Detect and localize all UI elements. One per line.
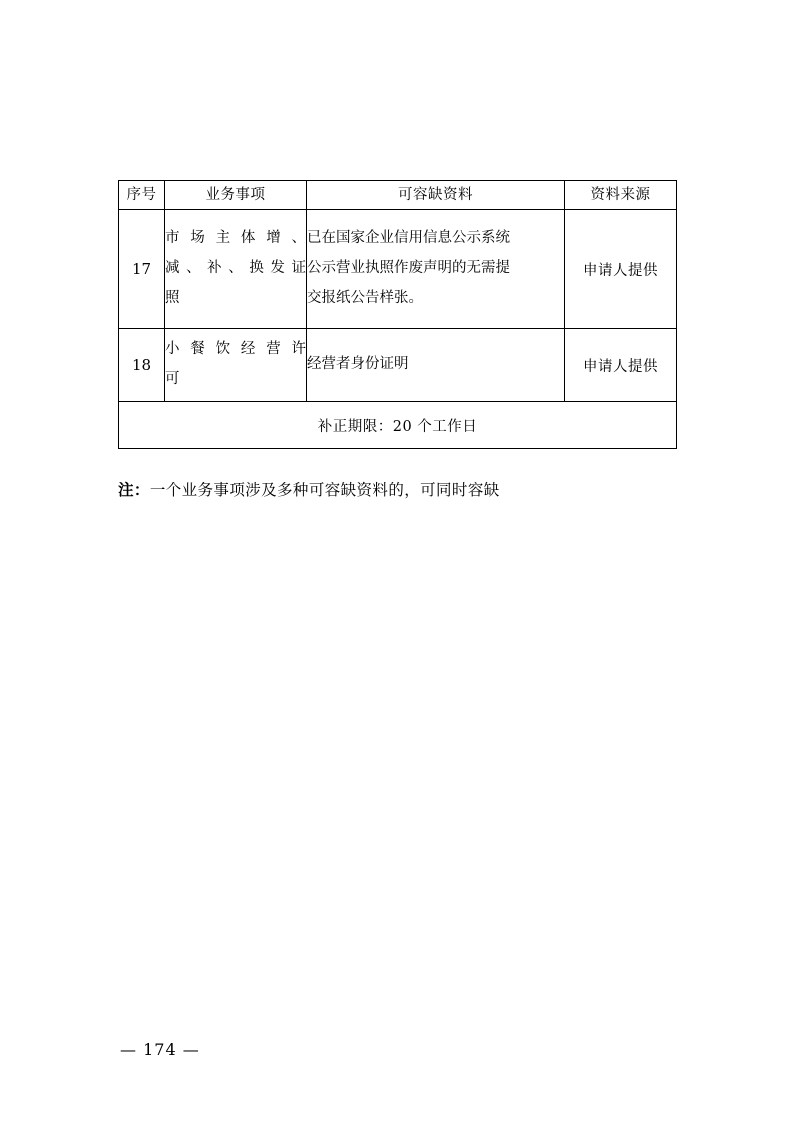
row-source: 申请人提供: [565, 210, 677, 329]
row-material-line: 公示营业执照作废声明的无需提: [307, 260, 510, 277]
note-label: 注：: [118, 480, 150, 499]
table-row: [119, 210, 677, 329]
row-item: [165, 329, 307, 402]
page-number: — 174 —: [120, 1040, 200, 1059]
column-header-material: 可容缺资料: [307, 181, 565, 210]
table-row: [119, 329, 677, 402]
table-header-row: [119, 181, 677, 210]
row-item-line: 市场主体增、: [165, 230, 306, 247]
column-header-no: 序号: [119, 181, 165, 210]
row-source: 申请人提供: [565, 329, 677, 402]
correction-deadline: 补正期限：20 个工作日: [119, 402, 677, 449]
row-item-line: 小餐饮经营许: [165, 341, 306, 358]
table-footer-row: [119, 402, 677, 449]
note-text: 一个业务事项涉及多种可容缺资料的，可同时容缺: [149, 481, 500, 499]
row-material: [307, 329, 565, 402]
row-item-line: 减、补、换发证: [165, 260, 306, 277]
row-material: [307, 210, 565, 329]
table-note: [118, 478, 500, 500]
row-item-line: 照: [165, 289, 180, 306]
row-item: [165, 210, 307, 329]
row-no: 18: [119, 329, 165, 402]
row-item-line: 可: [165, 371, 180, 387]
row-no: 17: [119, 210, 165, 329]
row-material-line: 交报纸公告样张。: [307, 289, 423, 306]
column-header-item: 业务事项: [165, 181, 307, 210]
column-header-source: 资料来源: [565, 181, 677, 210]
tolerable-materials-table: [118, 180, 677, 449]
row-material-line: 已在国家企业信用信息公示系统: [307, 230, 510, 247]
row-material-line: 经营者身份证明: [307, 356, 409, 373]
